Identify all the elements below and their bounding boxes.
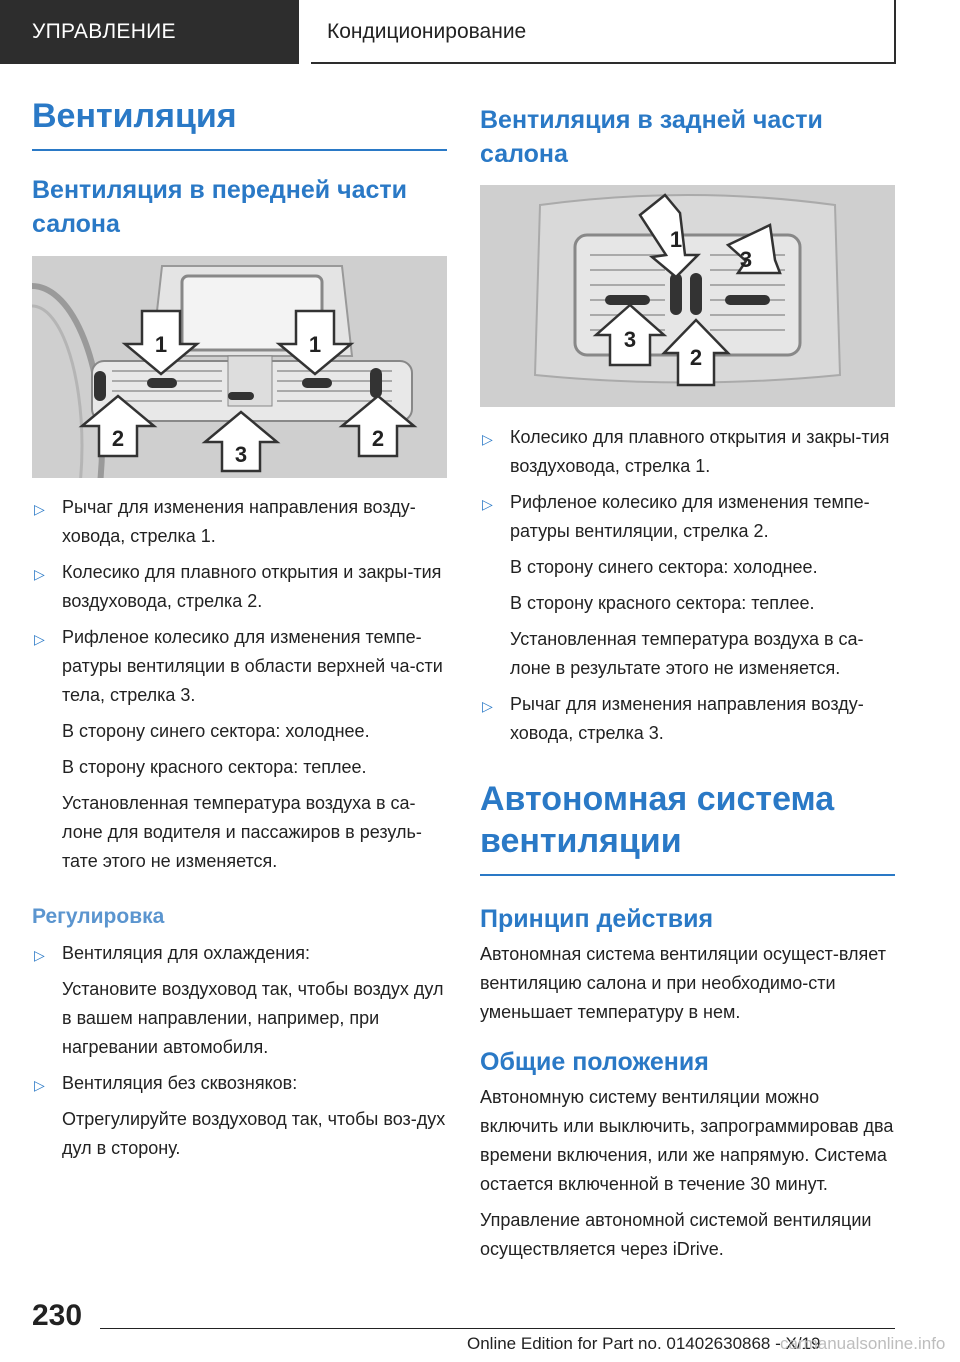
front-vent-illustration <box>32 256 447 478</box>
rear-vent-figure <box>480 185 895 407</box>
chapter-title: Кондиционирование <box>311 0 896 64</box>
note-text: Установите воздуховод так, чтобы воздух дул в вашем направлении, например, при нагревании автомобиля. <box>62 979 444 1057</box>
bullet-triangle-icon: ▷ <box>34 501 45 517</box>
note-text: В сторону синего сектора: холоднее. <box>62 721 370 741</box>
right-column <box>480 95 895 1264</box>
bullet-triangle-icon: ▷ <box>34 566 45 582</box>
list-item: ▷ Колесико для плавного открытия и закры-тия воздуховода, стрелка 1. <box>482 427 890 476</box>
list-item: ▷ Рифленое колесико для изменения темпе-ратуры вентиляции в области верхней ча-сти тела, стрелка 3. <box>34 627 443 705</box>
bullet-triangle-icon: ▷ <box>482 496 493 512</box>
autonomous-heading: Автономная система вентиляции <box>480 778 895 876</box>
front-label-2b: 2 <box>371 426 385 451</box>
rear-label-2: 2 <box>689 345 703 370</box>
note-text: В сторону красного сектора: теплее. <box>510 593 815 613</box>
list-item: ▷ Рифленое колесико для изменения темпе-ратуры вентиляции, стрелка 2. <box>482 492 870 541</box>
front-label-2a: 2 <box>111 426 125 451</box>
note-text: В сторону красного сектора: теплее. <box>62 757 367 777</box>
front-label-1b: 1 <box>308 332 322 357</box>
list-item: ▷ Колесико для плавного открытия и закры-тия воздуховода, стрелка 2. <box>34 562 442 611</box>
rear-vent-heading: Вентиляция в задней части салона <box>480 106 823 168</box>
note-text: Установленная температура воздуха в са-лоне в результате этого не изменяется. <box>510 629 864 678</box>
regulation-heading: Регулировка <box>32 905 165 928</box>
list-item: ▷ Рычаг для изменения направления возду-ховода, стрелка 1. <box>34 497 416 546</box>
general-text: Автономную систему вентиляции можно включить или выключить, запрограммировав два времени включения, или же напрямую. Система остается включенной в течение 30 минут. <box>480 1087 894 1194</box>
left-column <box>32 95 447 1163</box>
footer-watermark: carmanualsonline.info <box>780 1334 946 1353</box>
list-item: ▷ Рычаг для изменения направления возду-ховода, стрелка 3. <box>482 694 864 743</box>
bullet-triangle-icon: ▷ <box>34 947 45 963</box>
front-label-1a: 1 <box>154 332 168 357</box>
front-label-3: 3 <box>234 442 248 467</box>
section-heading: Вентиляция <box>32 95 447 151</box>
page-number: 230 <box>32 1299 83 1332</box>
list-item: ▷ Вентиляция без сквозняков: <box>32 1069 447 1098</box>
rear-label-1: 1 <box>669 227 683 252</box>
bullet-triangle-icon: ▷ <box>482 698 493 714</box>
list-item: ▷ Вентиляция для охлаждения: <box>32 939 447 968</box>
footer-edition: Online Edition for Part no. 01402630868 - X/19 <box>467 1334 821 1353</box>
note-text: В сторону синего сектора: холоднее. <box>510 557 818 577</box>
footer-rule <box>100 1328 895 1329</box>
note-text: Установленная температура воздуха в са-лоне для водителя и пассажиров в резуль-тате этого не изменяется. <box>62 793 422 871</box>
principle-text: Автономная система вентиляции осущест-вляет вентиляцию салона и при необходимо-сти уменьшает температуру в нем. <box>480 944 886 1022</box>
rear-label-3a: 3 <box>739 247 753 272</box>
rear-vent-illustration <box>480 185 895 407</box>
principle-heading: Принцип действия <box>480 905 714 933</box>
rear-label-3b: 3 <box>623 327 637 352</box>
general-heading: Общие положения <box>480 1048 709 1076</box>
idrive-text: Управление автономной системой вентиляции осуществляется через iDrive. <box>480 1210 872 1259</box>
bullet-triangle-icon: ▷ <box>34 1077 45 1093</box>
front-vent-figure <box>32 256 447 478</box>
section-tab: УПРАВЛЕНИЕ <box>0 0 299 64</box>
bullet-triangle-icon: ▷ <box>34 631 45 647</box>
note-text: Отрегулируйте воздуховод так, чтобы воз-дух дул в сторону. <box>62 1109 446 1158</box>
front-vent-heading: Вентиляция в передней части салона <box>32 176 408 238</box>
bullet-triangle-icon: ▷ <box>482 431 493 447</box>
